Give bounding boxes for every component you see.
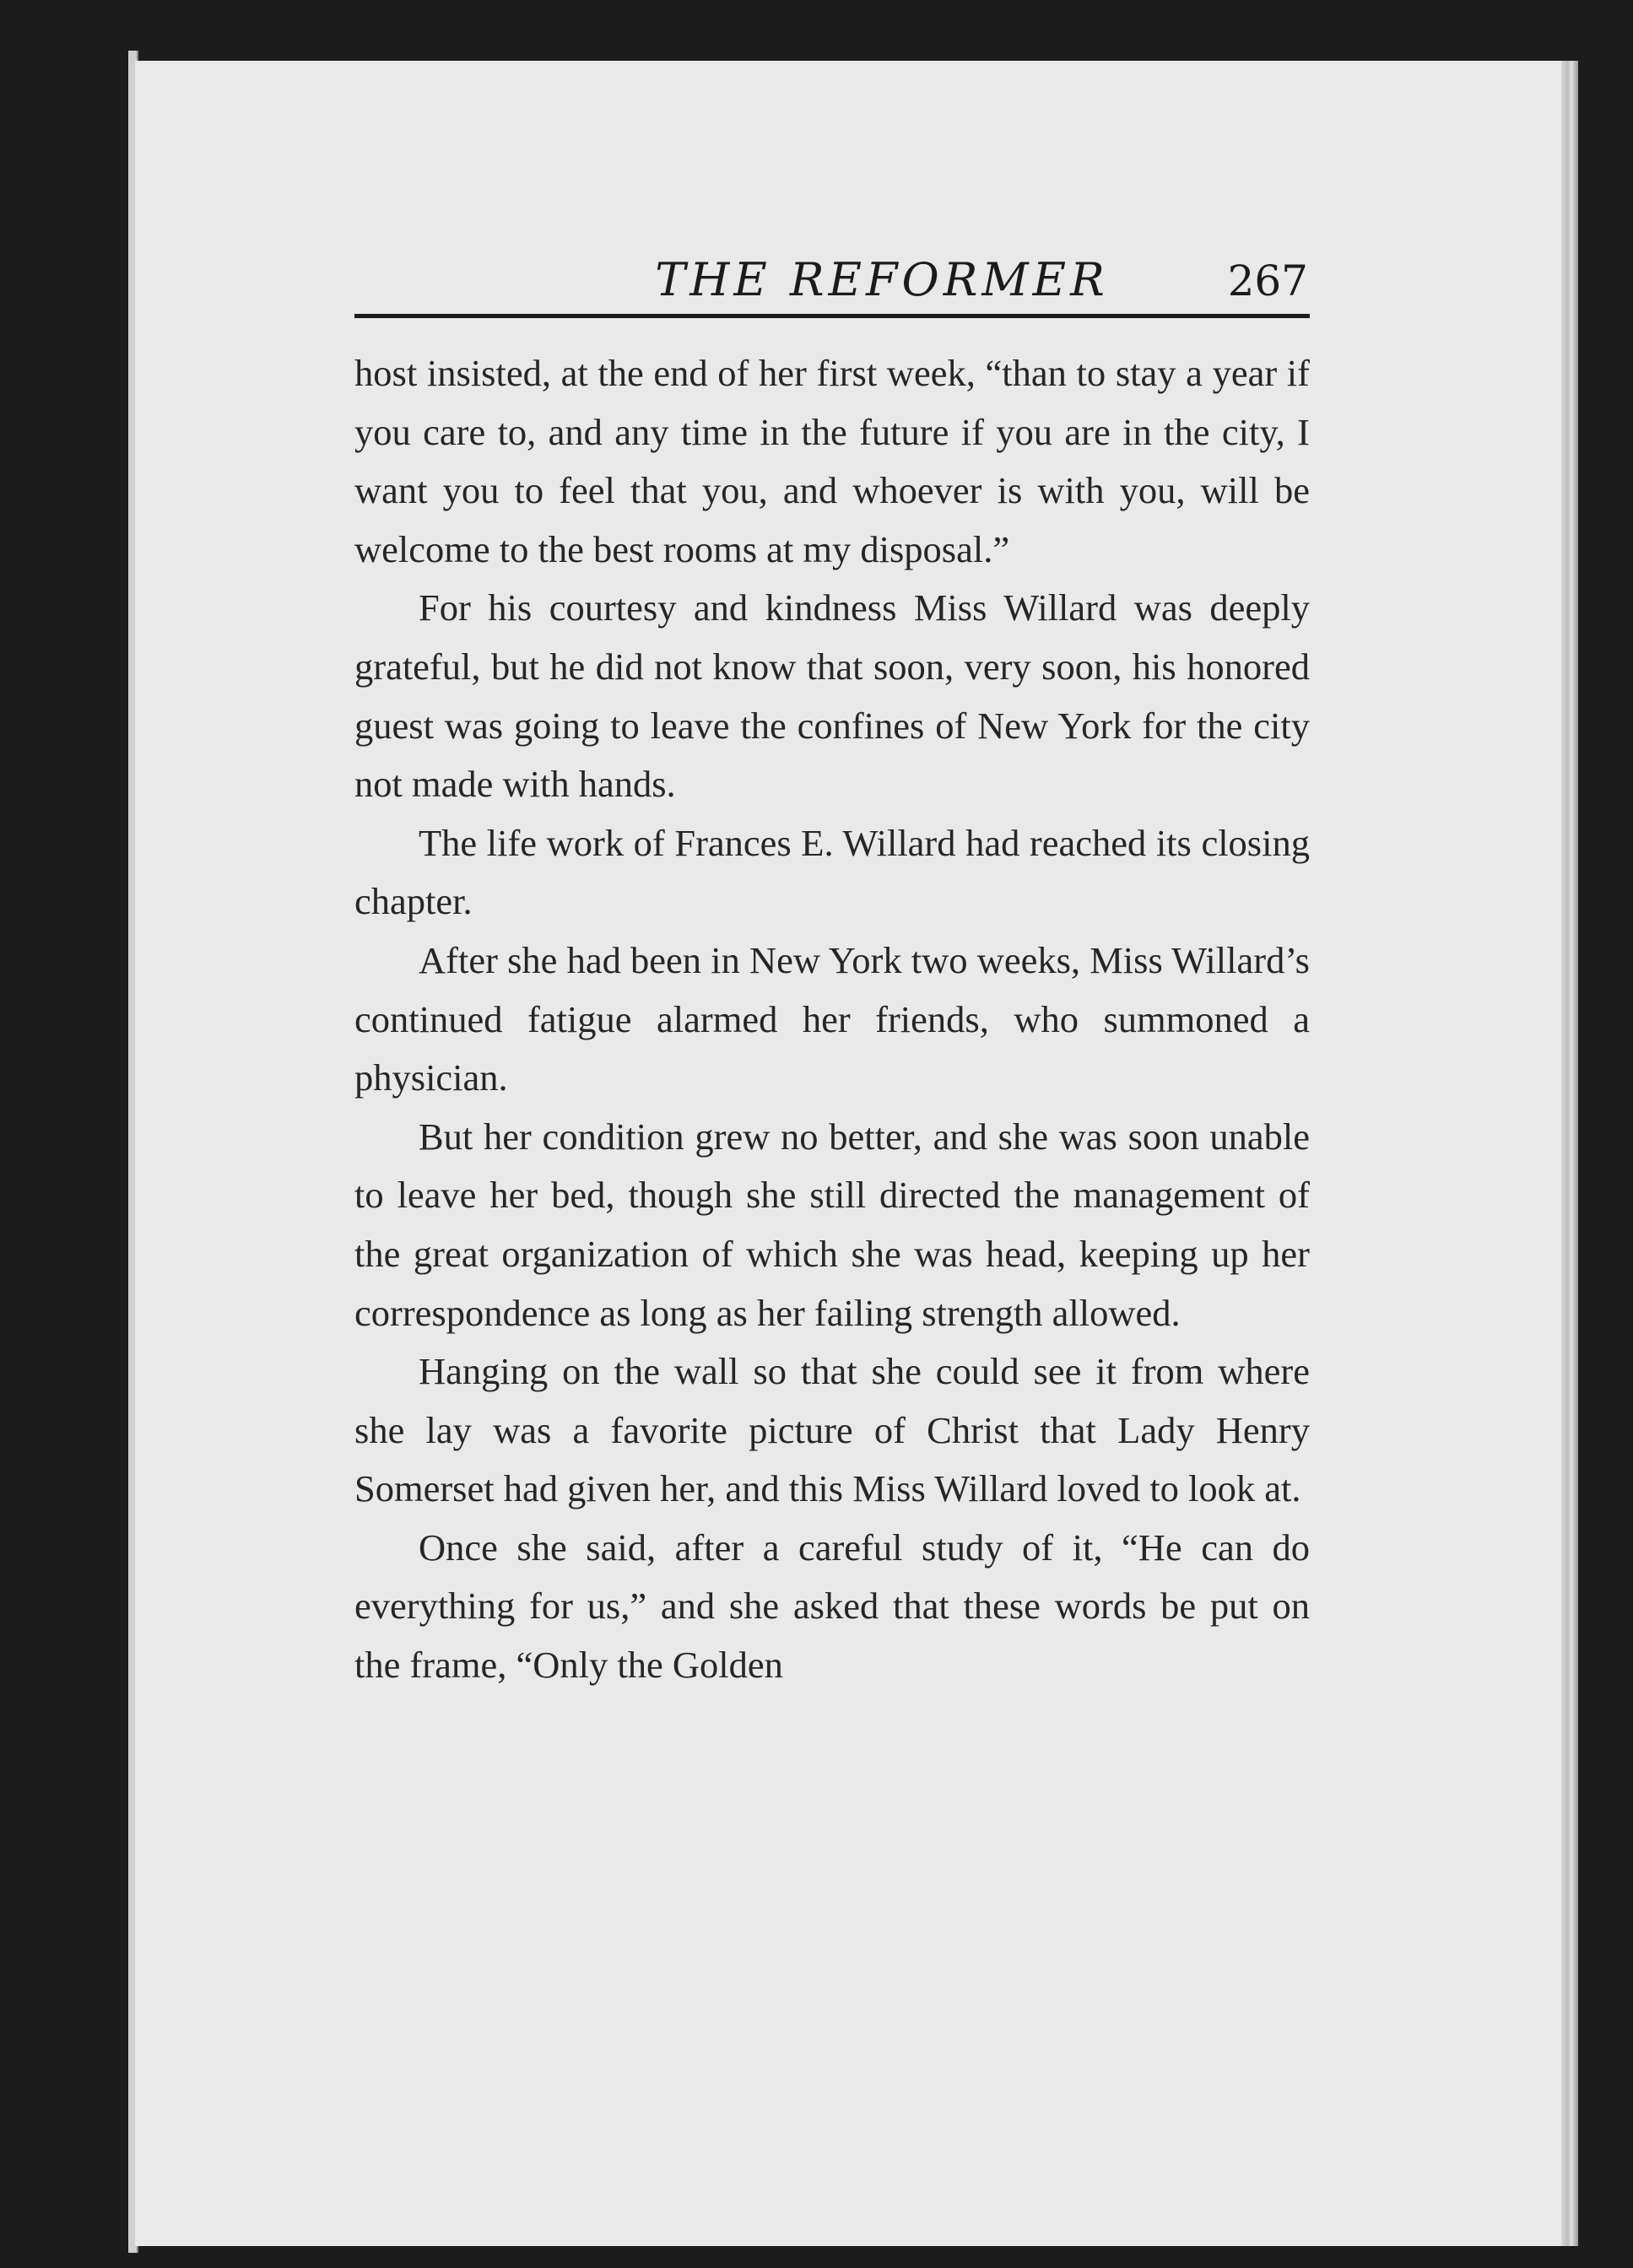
paragraph: For his courtesy and kindness Miss Willard was deeply grateful, but he did not know that soon, very soon, his honored guest was going to leave the confines of New York for the city not made with hands. — [354, 586, 1310, 806]
paragraph: The life work of Frances E. Willard had reached its closing chapter. — [354, 821, 1310, 923]
page-number: 267 — [1227, 256, 1308, 305]
right-page-edge — [1561, 61, 1578, 2246]
paragraph: After she had been in New York two weeks, Miss Willard’s continued fatigue alarmed her friends, who summoned a physician. — [354, 938, 1310, 1099]
header-rule — [354, 314, 1310, 318]
page-header — [354, 238, 1308, 319]
paragraph: But her condition grew no better, and she was soon unable to leave her bed, though she still directed the management of the great organization of which she was head, keeping up her correspondence as long as her failing strength allowed. — [354, 1115, 1310, 1334]
paragraph: host insisted, at the end of her first week, “than to stay a year if you care to, and any time in the future if you are in the city, I want you to feel that you, and whoever is with you, will be welcome to the best rooms at my disposal.” — [354, 352, 1310, 570]
paragraph: Hanging on the wall so that she could see it from where she lay was a favorite picture of Christ that Lady Henry Somerset had given her, and this Miss Willard loved to look at. — [354, 1350, 1310, 1510]
paragraph: Once she said, after a careful study of it, “He can do everything for us,” and she asked that these words be put on the frame, “Only the Golden — [354, 1526, 1310, 1687]
body-text — [354, 344, 1310, 1695]
running-head: THE REFORMER — [655, 253, 1109, 306]
